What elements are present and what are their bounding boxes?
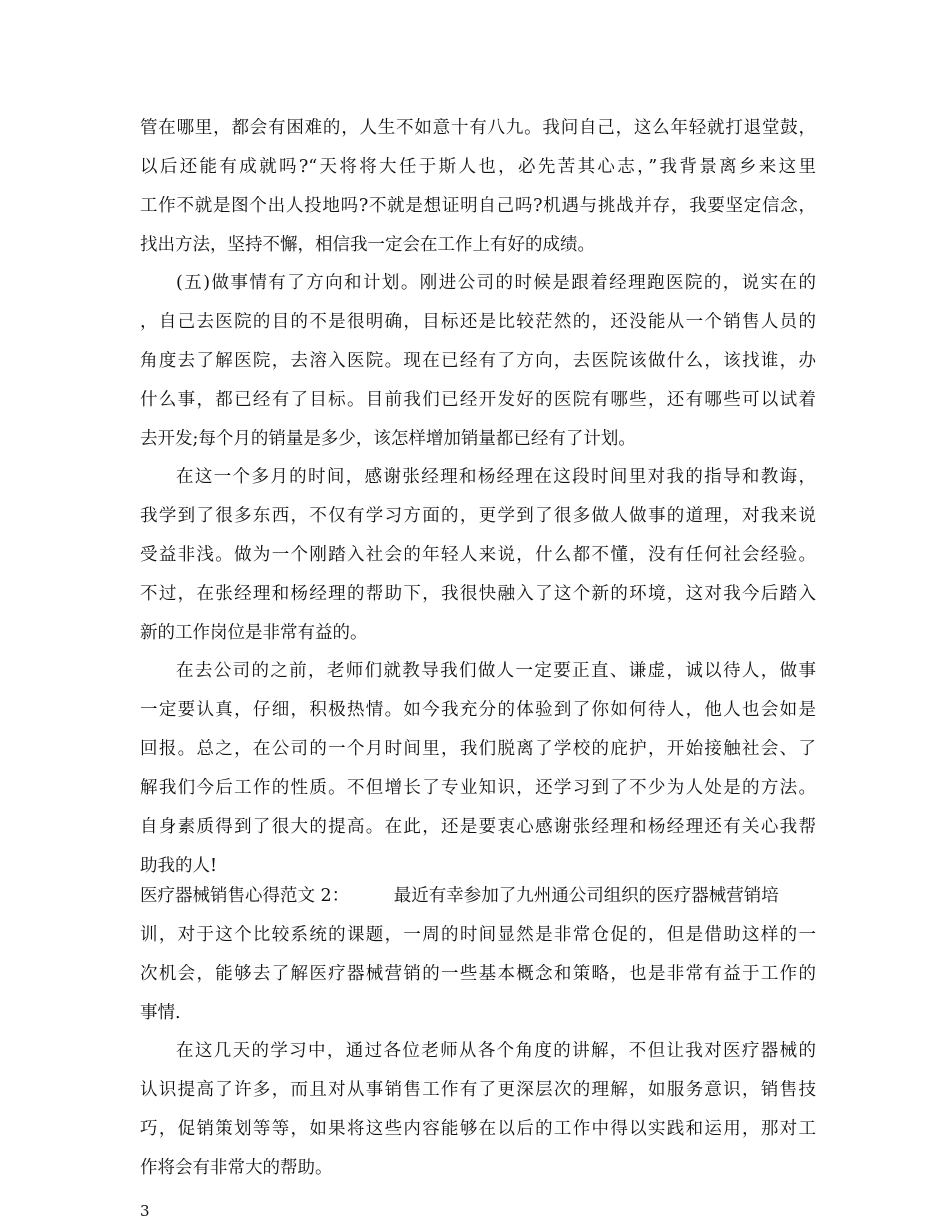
text-line: 新的工作岗位是非常有益的。 [140,623,368,643]
text-line: 助我的人! [140,856,218,876]
text-line: 工作不就是图个出人投地吗?不就是想证明自己吗?机遇与挑战并存，我要坚定信念， [140,196,816,216]
text-line: 解我们今后工作的性质。不但增长了专业知识，还学习到了不少为人处是的方法。 [140,778,816,798]
text-line: 训，对于这个比较系统的课题，一周的时间显然是非常仓促的，但是借助这样的一 [140,925,816,945]
text-line: 找出方法，坚持不懈，相信我一定会在工作上有好的成绩。 [140,235,595,255]
text-line: ，自己去医院的目的不是很明确，目标还是比较茫然的，还没能从一个销售人员的 [140,312,816,332]
text-line: 角度去了解医院，去溶入医院。现在已经有了方向，去医院该做什么，该找谁，办 [140,351,816,371]
paragraph-start-line: 在去公司的之前，老师们就教导我们做人一定要正直、谦虚，诚以待人，做事 [176,661,816,681]
text-line: 巧，促销策划等等，如果将这些内容能够在以后的工作中得以实践和运用，那对工 [140,1119,816,1139]
page-number: 3 [140,1202,150,1220]
text-line: 管在哪里，都会有困难的，人生不如意十有八九。我问自己，这么年轻就打退堂鼓， [140,118,816,138]
text-line: 去开发;每个月的销量是多少，该怎样增加销量都已经有了计划。 [140,429,636,449]
text-line: 我学到了很多东西，不仅有学习方面的，更学到了很多做人做事的道理，对我来说 [140,506,816,526]
text-line: 自身素质得到了很大的提高。在此，还是要衷心感谢张经理和杨经理还有关心我帮 [140,817,816,837]
text-line: 事情. [140,1003,181,1023]
paragraph-start-line: 在这几天的学习中，通过各位老师从各个角度的讲解，不但让我对医疗器械的 [176,1041,816,1061]
paragraph-start-line: 在这一个多月的时间，感谢张经理和杨经理在这段时间里对我的指导和教诲， [176,467,816,487]
text-line: 回报。总之，在公司的一个月时间里，我们脱离了学校的庇护，开始接触社会、了 [140,739,816,759]
paragraph-start-line: (五)做事情有了方向和计划。刚进公司的时候是跟着经理跑医院的，说实在的 [176,273,816,293]
text-line: 不过，在张经理和杨经理的帮助下，我很快融入了这个新的环境，这对我今后踏入 [140,584,816,604]
section-heading-line: 医疗器械销售心得范文 2： 最近有幸参加了九州通公司组织的医疗器械营销培 [140,886,779,906]
text-line: 作将会有非常大的帮助。 [140,1158,333,1178]
text-line: 认识提高了许多，而且对从事销售工作有了更深层次的理解，如服务意识，销售技 [140,1080,816,1100]
text-line: 以后还能有成就吗?“天将将大任于斯人也，必先苦其心志，”我背景离乡来这里 [140,157,816,177]
text-line: 一定要认真，仔细，积极热情。如今我充分的体验到了你如何待人，他人也会如是 [140,700,816,720]
text-line: 受益非浅。做为一个刚踏入社会的年轻人来说，什么都不懂，没有任何社会经验。 [140,545,816,565]
text-line: 什么事，都已经有了目标。目前我们已经开发好的医院有哪些，还有哪些可以试着 [140,390,816,410]
text-line: 次机会，能够去了解医疗器械营销的一些基本概念和策略，也是非常有益于工作的 [140,964,816,984]
